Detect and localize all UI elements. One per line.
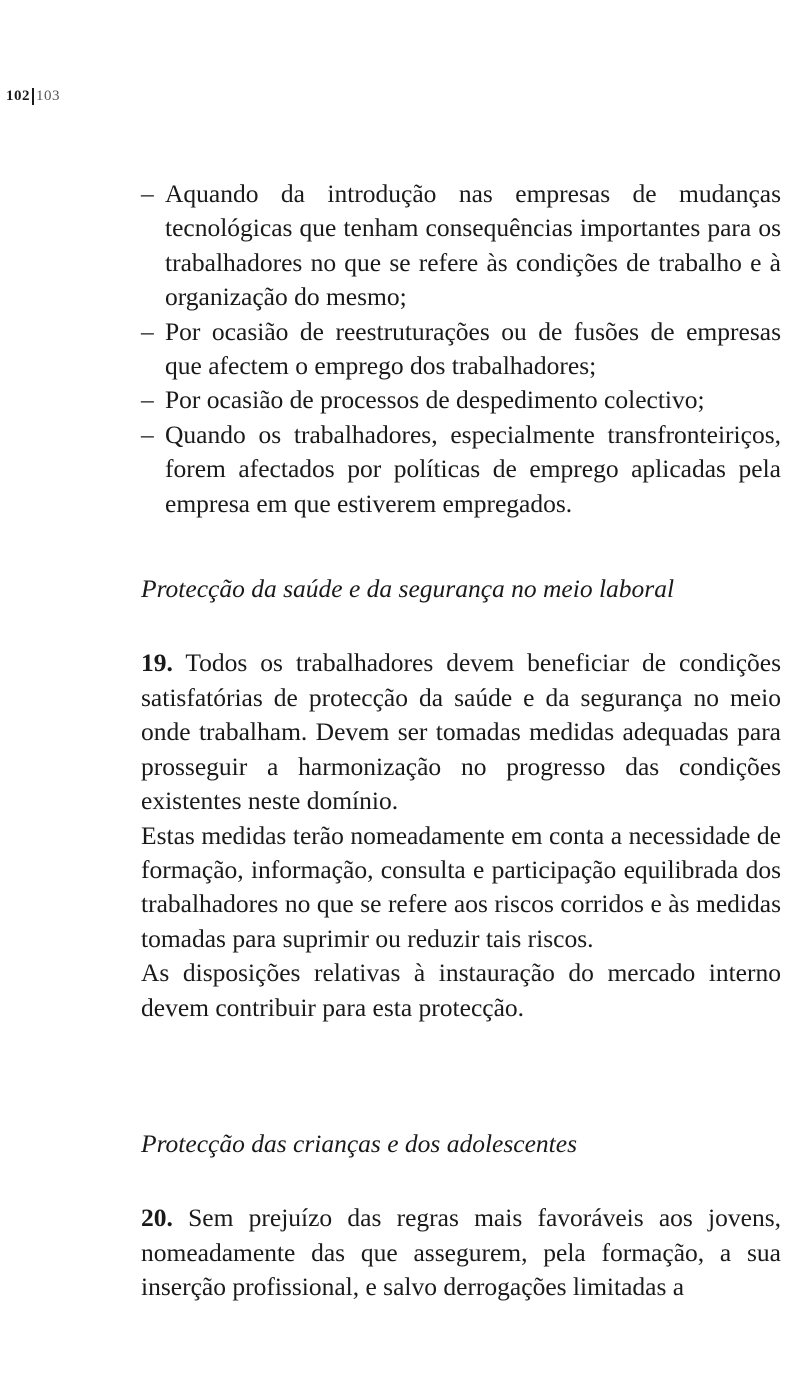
current-page-number: 102	[6, 88, 30, 104]
article-19-paragraph	[141, 646, 781, 818]
article-19-paragraph-3: As disposições relativas à instauração do mercado interno devem contribuir para esta protecção.	[141, 958, 781, 1022]
list-item-text: Por ocasião de processos de despedimento colectivo;	[165, 385, 705, 415]
page-numbers	[6, 88, 60, 105]
section-heading-children: Protecção das crianças e dos adolescentes	[141, 1128, 577, 1158]
paragraph-text: Sem prejuízo das regras mais favoráveis aos jovens, nomeadamente das que assegurem, pela formação, a sua inserção profissional, e salvo derrogações limitadas a	[141, 1203, 782, 1302]
list-item	[141, 177, 781, 315]
page-body	[141, 177, 781, 1305]
dash-marker: –	[141, 419, 154, 449]
article-number: 19.	[141, 648, 173, 678]
article-number: 20.	[141, 1203, 173, 1233]
article-19-paragraph-2: Estas medidas terão nomeadamente em conta a necessidade de formação, informação, consulta e participação equilibrada dos trabalhadores no que se refere aos riscos corridos e às medidas tomadas para suprimir ou reduzir tais riscos.	[141, 820, 781, 953]
article-20-paragraph	[141, 1201, 781, 1304]
section-heading-health-safety: Protecção da saúde e da segurança no meio laboral	[141, 574, 675, 604]
list-item-text: Por ocasião de reestruturações ou de fusões de empresas que afectem o emprego dos trabalhadores;	[165, 316, 781, 381]
list-item-text: Aquando da introdução nas empresas de mudanças tecnológicas que tenham consequências importantes para os trabalhadores no que se refere às condições de trabalho e à organização do mesmo;	[165, 179, 781, 312]
list-item	[141, 418, 781, 521]
list-item	[141, 315, 781, 384]
dash-marker: –	[141, 179, 154, 208]
list-item-text: Quando os trabalhadores, especialmente transfronteiriços, forem afectados por políticas de emprego aplicadas pela empresa em que estiverem empregados.	[165, 419, 781, 518]
list-item	[141, 383, 781, 417]
dash-marker: –	[141, 385, 154, 415]
bullet-list	[141, 177, 781, 521]
dash-marker: –	[141, 316, 154, 346]
paragraph-text: Todos os trabalhadores devem beneficiar de condições satisfatórias de protecção da saúde e da segurança no meio onde trabalham. Devem ser tomadas medidas adequadas para prosseguir a harmonização no progresso das condições existentes neste domínio.	[141, 648, 781, 816]
page-number-separator	[32, 88, 34, 105]
next-page-number: 103	[36, 88, 60, 104]
